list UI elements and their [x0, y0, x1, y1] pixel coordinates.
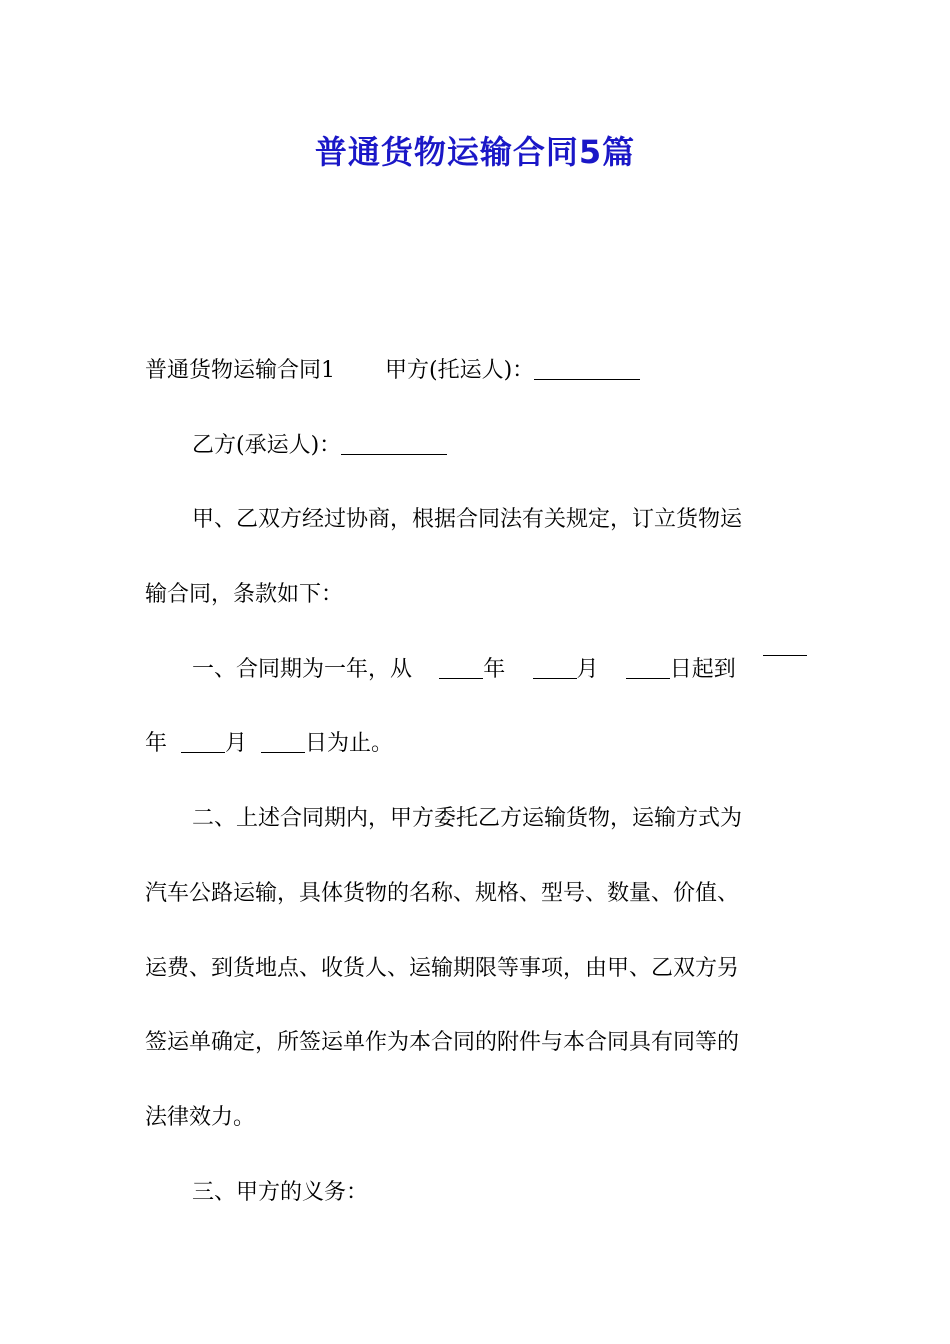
paragraph-line: [145, 558, 807, 633]
document-body: [145, 334, 807, 1230]
paragraph-line: [145, 707, 807, 782]
paragraph-text: 签运单确定，所签运单作为本合同的附件与本合同具有同等的: [145, 1030, 740, 1056]
paragraph-line: [145, 334, 807, 409]
paragraph-text: 运费、到货地点、收货人、运输期限等事项，由甲、乙双方另: [145, 955, 740, 981]
paragraph-text: 日为止。: [305, 731, 394, 757]
paragraph-line: [145, 483, 807, 558]
paragraph-text: 汽车公路运输，具体货物的名称、规格、型号、数量、价值、: [145, 880, 740, 906]
paragraph-text: 二、上述合同期内，甲方委托乙方运输货物，运输方式为: [192, 806, 743, 832]
paragraph-text: 法律效力。: [145, 1104, 256, 1130]
section-heading: 三、甲方的义务：: [192, 1179, 369, 1205]
start-month-blank: [533, 656, 577, 679]
paragraph-text: 一、合同期为一年，从: [192, 656, 413, 682]
party-b-blank: [341, 432, 447, 455]
document-title: 普通货物运输合同5篇: [314, 133, 636, 171]
paragraph-line: [145, 782, 807, 857]
paragraph-text: 年: [145, 731, 168, 757]
paragraph-line: [145, 857, 807, 932]
start-year-blank: [439, 656, 483, 679]
party-b-label: 乙方(承运人)：: [192, 432, 342, 458]
paragraph-text: 年: [483, 656, 506, 682]
paragraph-line: [145, 932, 807, 1007]
party-a-blank: [534, 357, 640, 380]
paragraph-text: 甲、乙双方经过协商，根据合同法有关规定，订立货物运: [192, 507, 743, 533]
paragraph-text: 月: [576, 656, 599, 682]
end-day-blank: [261, 730, 305, 753]
contract-heading: 普通货物运输合同1: [145, 358, 335, 383]
paragraph-line: [145, 633, 807, 708]
paragraph-line: [145, 1006, 807, 1081]
party-a-label: 甲方(托运人)：: [385, 358, 535, 383]
paragraph-text: 日起到: [669, 656, 736, 682]
end-year-blank: [763, 633, 807, 656]
start-day-blank: [626, 656, 670, 679]
paragraph-line: [145, 1081, 807, 1156]
paragraph-text: 输合同，条款如下：: [145, 582, 344, 608]
paragraph-line: [145, 1156, 807, 1231]
end-month-blank: [181, 730, 225, 753]
paragraph-line: [145, 409, 807, 484]
paragraph-text: 月: [225, 731, 248, 757]
